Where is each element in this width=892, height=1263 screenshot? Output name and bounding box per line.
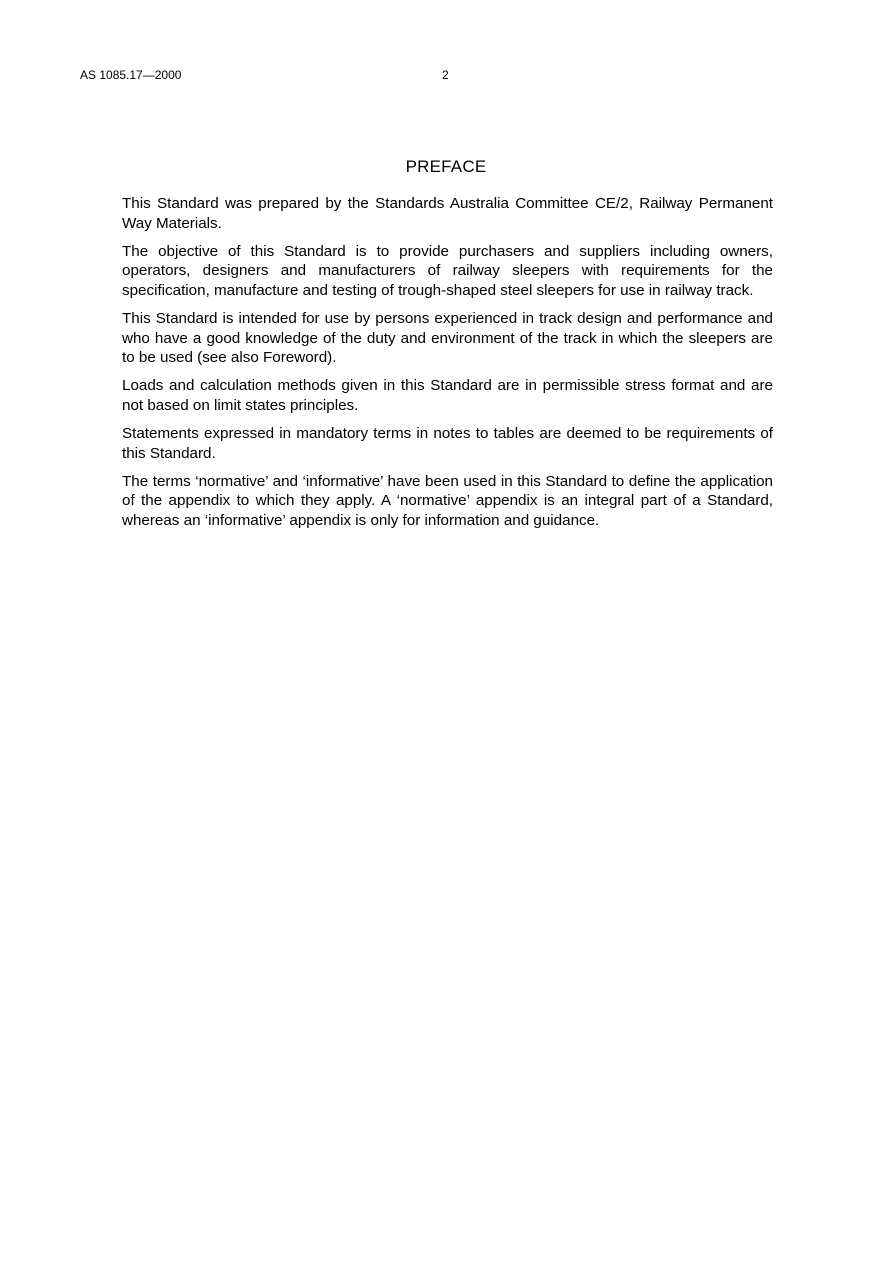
preface-paragraph-4: Loads and calculation methods given in this Standard are in permissible stress format and are not based on limit states principles. bbox=[122, 377, 773, 414]
preface-paragraph-3: This Standard is intended for use by persons experienced in track design and performance and who have a good knowledge of the duty and environment of the track in which the sleepers are to be used (see also Foreword). bbox=[122, 309, 773, 367]
preface-paragraph-2: The objective of this Standard is to provide purchasers and suppliers including owners, operators, designers and manufacturers of railway sleepers with requirements for the specification, manufacture and testing of trough-shaped steel sleepers for use in railway track. bbox=[122, 242, 773, 299]
preface-paragraph-5: Statements expressed in mandatory terms in notes to tables are deemed to be requirements of this Standard. bbox=[122, 424, 773, 462]
page-number: 2 bbox=[442, 68, 449, 82]
preface-paragraph-1: This Standard was prepared by the Standards Australia Committee CE/2, Railway Permanent Way Materials. bbox=[122, 195, 773, 232]
page-title: PREFACE bbox=[405, 157, 487, 176]
preface-body bbox=[122, 194, 773, 539]
document-id: AS 1085.17—2000 bbox=[80, 68, 182, 82]
preface-paragraph-6: The terms ‘normative’ and ‘informative’ have been used in this Standard to define the application of the appendix to which they apply. A ‘normative’ appendix is an integral part of a Standard, whereas an ‘informative’ appendix is only for information and guidance. bbox=[122, 472, 773, 529]
